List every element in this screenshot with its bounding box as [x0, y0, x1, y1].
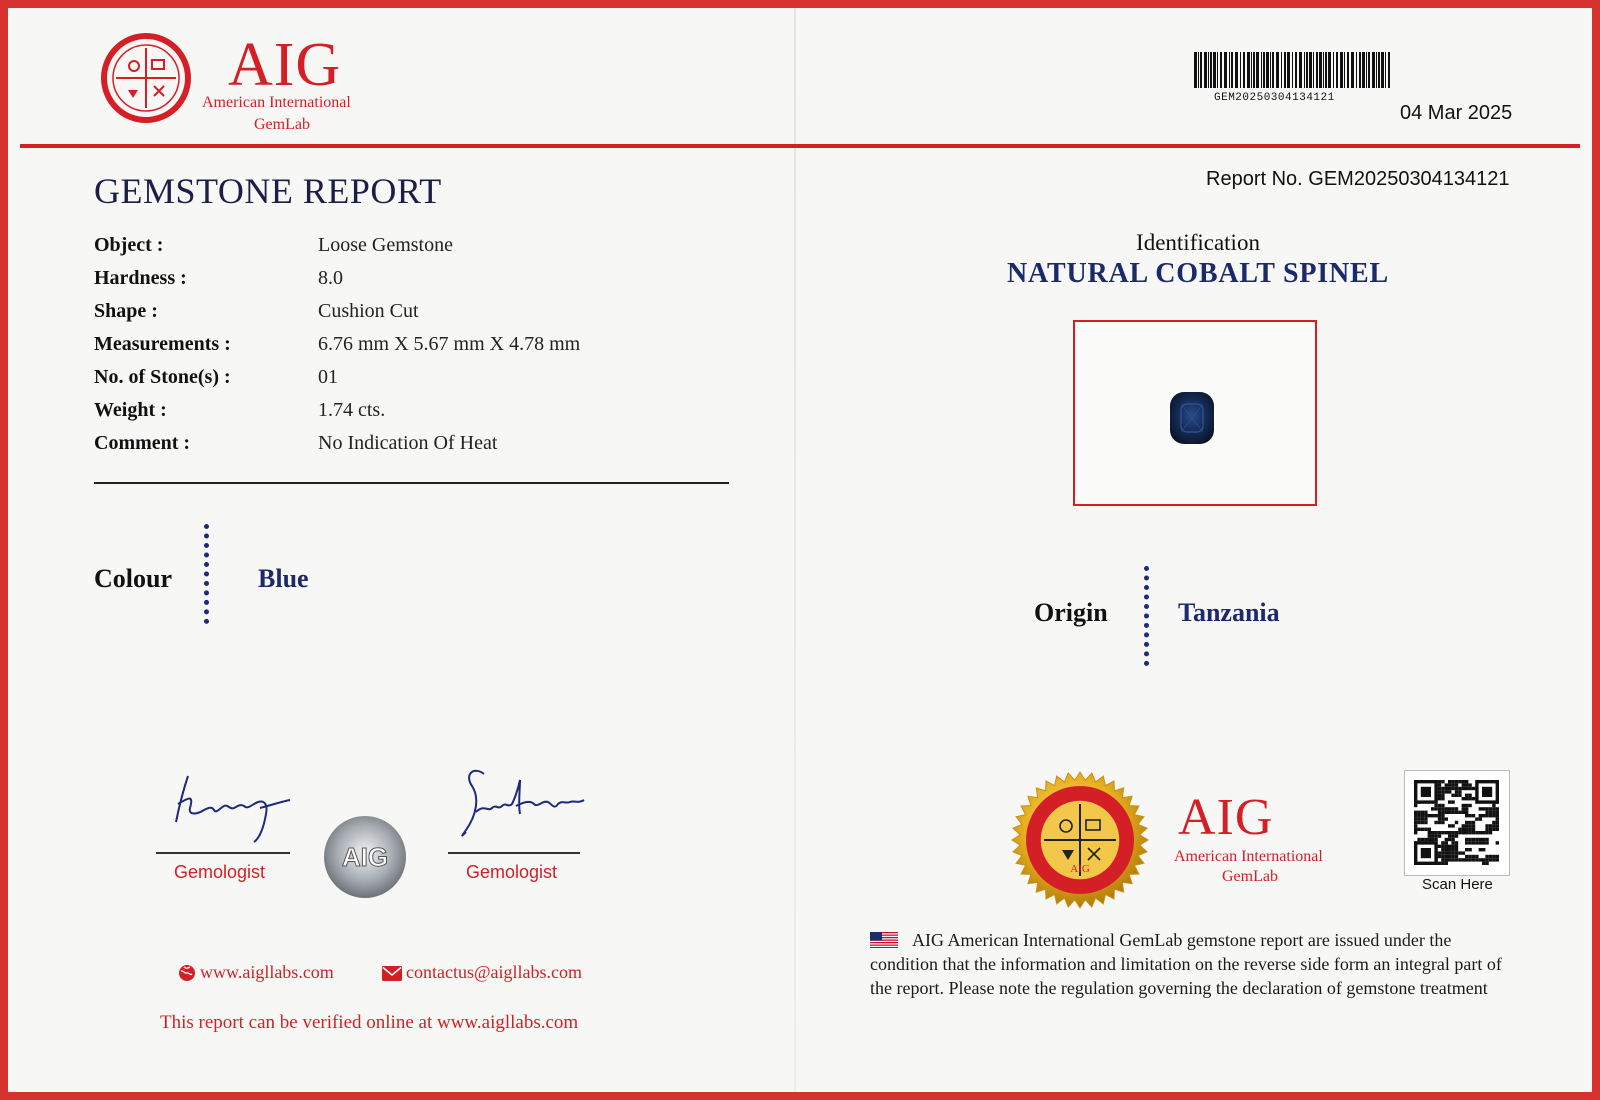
field-label: Hardness : — [94, 267, 187, 289]
field-value: 1.74 cts. — [318, 399, 386, 421]
report-fields — [94, 234, 734, 465]
barcode-number: GEM20250304134121 — [1214, 92, 1335, 104]
field-label: Measurements : — [94, 333, 231, 355]
scan-here-caption: Scan Here — [1422, 876, 1493, 893]
aig-seal-logo-icon — [100, 32, 192, 124]
field-label: Shape : — [94, 300, 158, 322]
field-value: No Indication Of Heat — [318, 432, 498, 454]
qr-code-frame[interactable] — [1404, 770, 1510, 876]
colour-value: Blue — [258, 564, 309, 593]
certificate-sheet — [8, 8, 1592, 1092]
colour-label: Colour — [94, 564, 172, 593]
gold-seal-icon — [1010, 770, 1150, 910]
logo-subtitle-line1: American International — [202, 94, 351, 111]
signature-1-icon — [168, 764, 292, 848]
field-label: Weight : — [94, 399, 167, 421]
envelope-icon — [382, 966, 402, 981]
logo-subtitle-line2: GemLab — [254, 116, 310, 133]
verify-text: This report can be verified online at www.aigllabs.com — [160, 1012, 579, 1033]
hologram-seal-icon — [322, 814, 408, 900]
field-value: Loose Gemstone — [318, 234, 453, 256]
aig-logo-text-right: AIG — [1178, 789, 1274, 846]
fields-divider — [94, 482, 729, 484]
signature-2-icon — [454, 760, 588, 850]
gemstone-image — [1168, 390, 1216, 446]
origin-value: Tanzania — [1178, 598, 1280, 627]
report-date: 04 Mar 2025 — [1400, 102, 1513, 124]
field-value: 8.0 — [318, 267, 343, 289]
gemologist-label-2: Gemologist — [466, 862, 558, 882]
field-value: 01 — [318, 366, 338, 388]
qr-code-icon — [1405, 771, 1509, 875]
field-label: Comment : — [94, 432, 191, 454]
field-row — [94, 333, 734, 366]
field-label: Object : — [94, 234, 164, 256]
page-fold — [794, 8, 796, 1092]
field-value: Cushion Cut — [318, 300, 419, 322]
aig-logo-text: AIG — [228, 31, 342, 99]
field-row — [94, 432, 734, 465]
report-title: GEMSTONE REPORT — [94, 171, 442, 211]
field-row — [94, 234, 734, 267]
identification-value: NATURAL COBALT SPINEL — [1007, 258, 1389, 289]
field-value: 6.76 mm X 5.67 mm X 4.78 mm — [318, 333, 581, 355]
origin-dotted-separator — [1144, 566, 1154, 666]
logo-subtitle-line1-right: American International — [1174, 848, 1323, 865]
identification-label: Identification — [1136, 230, 1260, 255]
field-row — [94, 300, 734, 333]
report-number: Report No. GEM20250304134121 — [1206, 168, 1510, 190]
origin-label: Origin — [1034, 598, 1108, 627]
email-link[interactable]: contactus@aigllabs.com — [406, 962, 583, 982]
signature-line-2 — [448, 852, 580, 854]
gemologist-label-1: Gemologist — [174, 862, 266, 882]
logo-subtitle-line2-right: GemLab — [1222, 868, 1278, 885]
globe-icon — [178, 964, 196, 982]
signature-line-1 — [156, 852, 290, 854]
field-row — [94, 399, 734, 432]
hologram-text: AIG — [341, 842, 389, 872]
gold-seal-aig-text: AIG — [1070, 863, 1090, 875]
header-divider — [20, 144, 1580, 148]
field-label: No. of Stone(s) : — [94, 366, 231, 388]
disclaimer-text: AIG American International GemLab gemstone report are issued under the condition that the information and limitation on the reverse side form an integral part of the report. Please note the regulation governing the declaration of gemstone treatment — [870, 930, 1502, 998]
barcode-icon — [1194, 52, 1390, 90]
field-row — [94, 267, 734, 300]
website-link[interactable]: www.aigllabs.com — [200, 962, 334, 982]
colour-dotted-separator — [204, 524, 214, 624]
field-row — [94, 366, 734, 399]
